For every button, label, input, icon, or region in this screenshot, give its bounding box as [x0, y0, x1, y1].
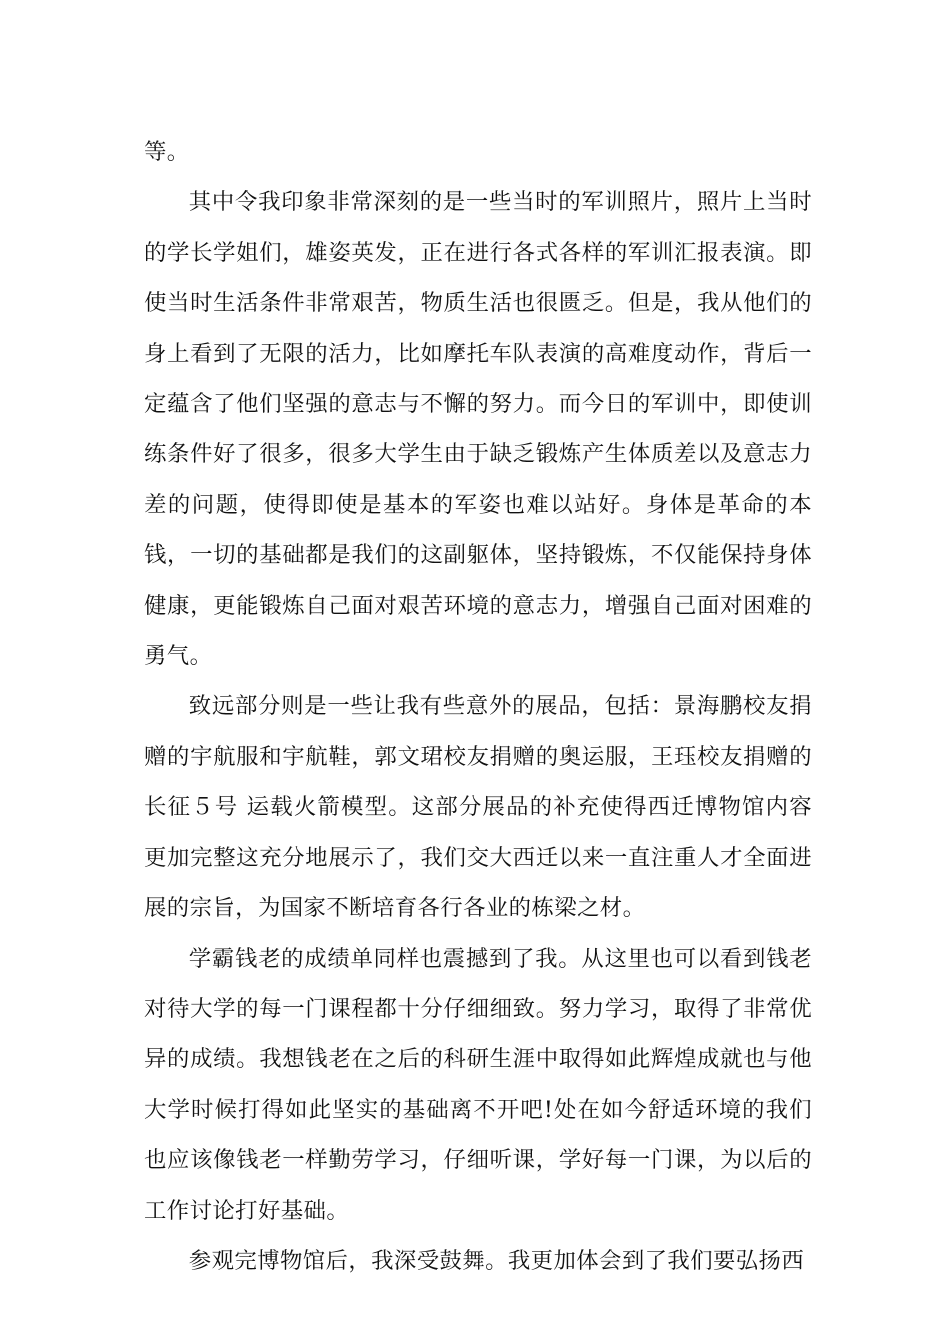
- paragraph-military-training-photos: 其中令我印象非常深刻的是一些当时的军训照片，照片上当时的学长学姐们，雄姿英发，正在进行各式各样的军训汇报表演。即使当时生活条件非常艰苦，物质生活也很匮乏。但是，我从他们的身上看到了无限的活力，比如摩托车队表演的高难度动作，背后一定蕴含了他们坚强的意志与不懈的努力。而今日的军训中，即使训练条件好了很多，很多大学生由于缺乏锻炼产生体质差以及意志力差的问题，使得即使是基本的军姿也难以站好。身体是革命的本钱，一切的基础都是我们的这副躯体，坚持锻炼，不仅能保持身体健康，更能锻炼自己面对艰苦环境的意志力，增强自己面对困难的勇气。: [144, 189, 812, 670]
- paragraph-qian-transcript: 学霸钱老的成绩单同样也震撼到了我。从这里也可以看到钱老对待大学的每一门课程都十分仔细细致。努力学习，取得了非常优异的成绩。我想钱老在之后的科研生涯中取得如此辉煌成就也与他大学时候打得如此坚实的基础离不开吧!处在如今舒适环境的我们也应该像钱老一样勤劳学习，仔细听课，学好每一门课，为以后的工作讨论打好基础。: [144, 945, 812, 1224]
- paragraph-continuation: 等。: [144, 139, 190, 165]
- paragraph-zhiyuan-exhibits: 致远部分则是一些让我有些意外的展品，包括：景海鹏校友捐赠的宇航服和宇航鞋，郭文珺校友捐赠的奥运服，王珏校友捐赠的长征５号 运载火箭模型。这部分展品的补充使得西迁博物馆内容更加完整这充分地展示了，我们交大西迁以来一直注重人才全面进展的宗旨，为国家不断培育各行各业的栋梁之材。: [144, 693, 812, 922]
- document-body: [144, 127, 812, 1286]
- paragraph-after-visit: 参观完博物馆后，我深受鼓舞。我更加体会到了我们要弘扬西: [188, 1247, 805, 1274]
